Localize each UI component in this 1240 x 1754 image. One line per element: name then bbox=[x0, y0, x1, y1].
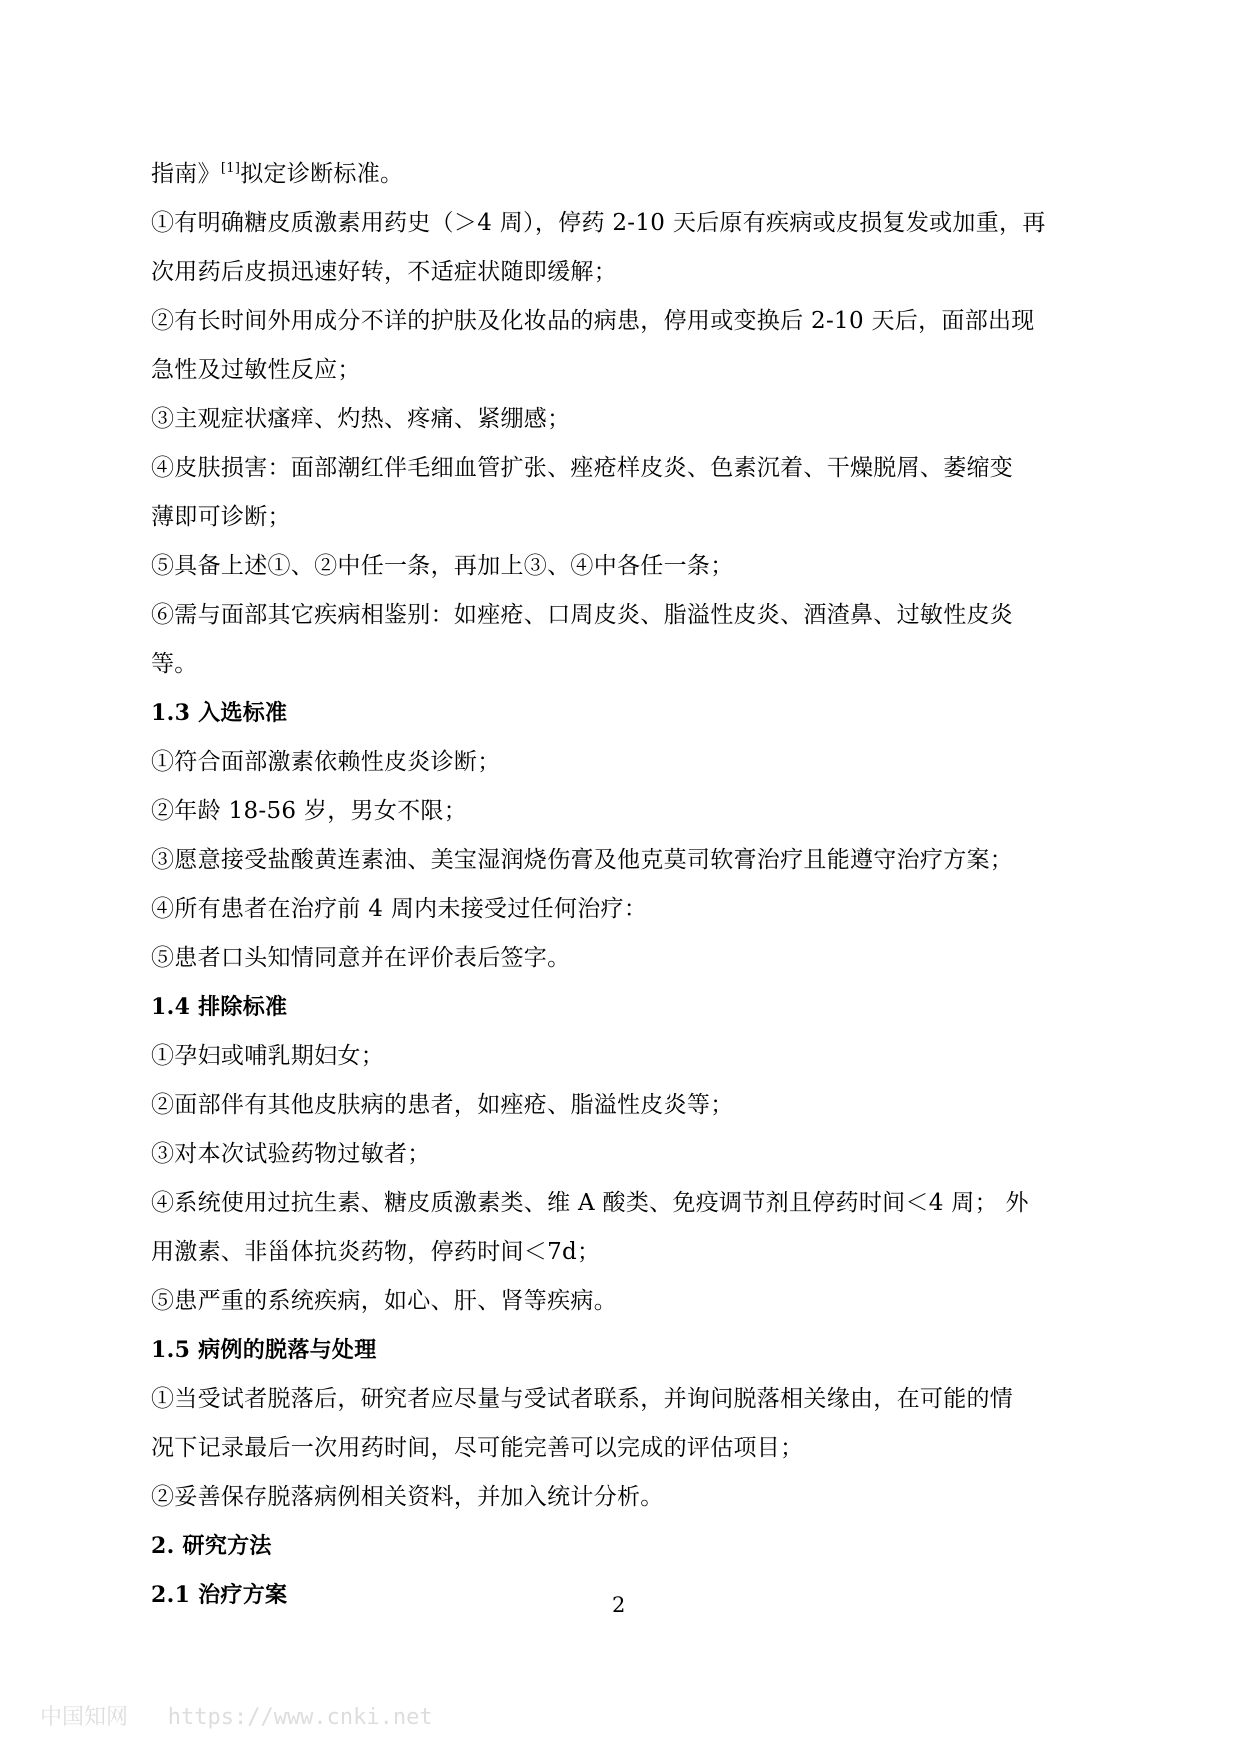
text-line: 次用药后皮损迅速好转，不适症状随即缓解； bbox=[151, 259, 617, 285]
body-text bbox=[151, 150, 1096, 1620]
text-line: ⑤具备上述①、②中任一条，再加上③、④中各任一条； bbox=[151, 553, 734, 579]
text-line: 况下记录最后一次用药时间，尽可能完善可以完成的评估项目； bbox=[151, 1435, 804, 1461]
text-line: ①当受试者脱落后，研究者应尽量与受试者联系，并询问脱落相关缘由，在可能的情 bbox=[151, 1386, 1014, 1412]
text-line: ①孕妇或哺乳期妇女； bbox=[151, 1043, 384, 1069]
text-line: ⑤患者口头知情同意并在评价表后签字。 bbox=[151, 945, 571, 971]
text-line: ②有长时间外用成分不详的护肤及化妆品的病患，停用或变换后 2-10 天后，面部出现 bbox=[151, 308, 1035, 334]
text-line: ④系统使用过抗生素、糖皮质激素类、维 A 酸类、免疫调节剂且停药时间＜4 周； 外 bbox=[151, 1190, 1029, 1216]
text-line: ②面部伴有其他皮肤病的患者，如痤疮、脂溢性皮炎等； bbox=[151, 1092, 734, 1118]
text-line: 等。 bbox=[151, 651, 198, 677]
text-line: ③对本次试验药物过敏者； bbox=[151, 1141, 431, 1167]
text-line: ⑤患严重的系统疾病，如心、肝、肾等疾病。 bbox=[151, 1288, 617, 1314]
text-line: ①符合面部激素依赖性皮炎诊断； bbox=[151, 749, 501, 775]
text-line: 急性及过敏性反应； bbox=[151, 357, 361, 383]
text-line: ③愿意接受盐酸黄连素油、美宝湿润烧伤膏及他克莫司软膏治疗且能遵守治疗方案； bbox=[151, 847, 1014, 873]
page-number: 2 bbox=[612, 1593, 626, 1617]
text-line: 薄即可诊断； bbox=[151, 504, 291, 530]
text-line: ①有明确糖皮质激素用药史（＞4 周），停药 2-10 天后原有疾病或皮损复发或加重，再 bbox=[151, 210, 1046, 236]
source-watermark: 中国知网 https://www.cnki.net bbox=[40, 1705, 433, 1730]
section-heading: 2.1 治疗方案 bbox=[151, 1582, 288, 1608]
text-span: 指南》 bbox=[151, 161, 221, 187]
text-line: ⑥需与面部其它疾病相鉴别：如痤疮、口周皮炎、脂溢性皮炎、酒渣鼻、过敏性皮炎 bbox=[151, 602, 1014, 628]
text-line: ④所有患者在治疗前 4 周内未接受过任何治疗： bbox=[151, 896, 648, 922]
text-line: 用激素、非甾体抗炎药物，停药时间＜7d； bbox=[151, 1239, 601, 1265]
text-span: 拟定诊断标准。 bbox=[240, 161, 404, 187]
section-heading: 1.4 排除标准 bbox=[151, 994, 288, 1020]
text-line: ②妥善保存脱落病例相关资料，并加入统计分析。 bbox=[151, 1484, 664, 1510]
text-line: ④皮肤损害：面部潮红伴毛细血管扩张、痤疮样皮炎、色素沉着、干燥脱屑、萎缩变 bbox=[151, 455, 1014, 481]
text-line bbox=[151, 150, 1096, 199]
section-heading: 1.5 病例的脱落与处理 bbox=[151, 1337, 377, 1363]
citation-ref: [1] bbox=[220, 161, 241, 176]
section-heading: 2. 研究方法 bbox=[151, 1533, 272, 1559]
text-line: ③主观症状瘙痒、灼热、疼痛、紧绷感； bbox=[151, 406, 571, 432]
section-heading: 1.3 入选标准 bbox=[151, 700, 288, 726]
text-line: ②年龄 18-56 岁，男女不限； bbox=[151, 798, 468, 824]
